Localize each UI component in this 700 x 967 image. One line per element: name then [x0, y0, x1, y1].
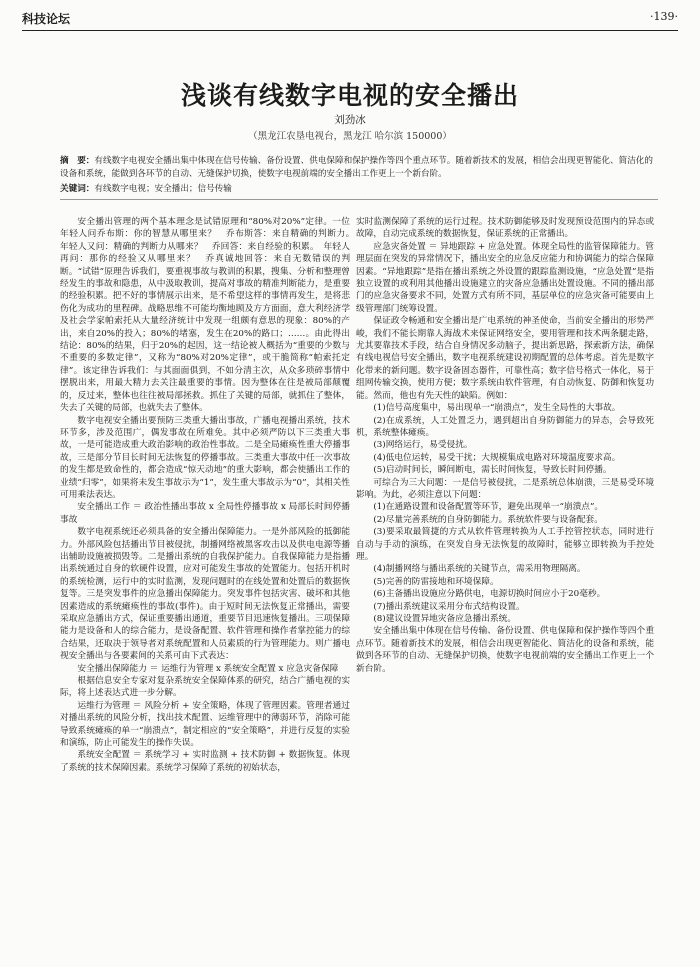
body-paragraph: (2)在成系统，人工处置乏力，遇到超出自身防御能力的异态，会导致死机，系统整体瘫痪。	[356, 415, 654, 438]
body-paragraph: 运维行为管理 ＝ 风险分析 + 安全策略，体现了管理因素。管理者通过对播出系统的风险分析，找出技术配置、运维管理中的薄弱环节，消除可能导致系统瘫痪的单一“崩溃点”，制定相应的“安全策略”，并进行反复的实验和演练，防止可能发生的操作失误。	[60, 700, 350, 749]
body-paragraph: (1)在通路设置和设备配置等环节，避免出现单一“崩溃点”。	[373, 502, 604, 513]
body-paragraph: 数字电视安全播出要预防三类重大播出事故，广播电视播出系统，技术环节多，涉及范围广，偶发事故在所难免。其中必须严防以下三类重大事故，一是可能造成重大政治影响的政治性事故。二是全局瘫痪性重大停播事故，三是部分节目长时间无法恢复的停播事故。三类重大事故中任一次事故的发生都是致命性的，都会造成“惊天动地”的重大影响，都会使播出工作的业绩“归零”，如果将未发生事故示为“1”，发生重大事故示为“0”，其相关性可用乘法表达。	[60, 415, 350, 500]
keywords	[60, 183, 658, 196]
body-paragraph: 安全播出保障能力 ＝ 运维行为管理 x 系统安全配置 x 应急灾备保障	[77, 663, 339, 674]
body-paragraph: 可综合为三大问题：一是信号被侵扰，二是系统总体崩溃，三是易受环境影响。为此，必须注意以下问题：	[356, 477, 654, 500]
body-paragraph: (6)主备播出设施应分路供电，电源切换时间应小于20毫秒。	[373, 589, 606, 600]
body-paragraph: (1)信号高度集中，易出现单一“崩溃点”，发生全局性的大事故。	[373, 403, 621, 414]
body-column-right	[356, 216, 654, 951]
author-affiliation: （黑龙江农垦电视台，黑龙江 哈尔滨 150000）	[248, 131, 452, 142]
body-paragraph: 根据信息安全专家对复杂系统安全保障体系的研究，结合广播电视的实际，将上述表达式进一步分解。	[60, 676, 350, 699]
body-paragraph: (8)建议设置异地灾备应急播出系统。	[373, 614, 517, 624]
body-column-left	[60, 216, 350, 951]
journal-name: 科技论坛	[22, 12, 71, 26]
body-paragraph: 安全播出集中体现在信号传输、备份设置、供电保障和保护操作等四个重点环节。随着新技术的发展，相信会出现更智能化、简洁化的设备和系统，能做到各环节的自动、无缝保护切换，使数字电视前端的安全播出工作更上一个新台阶。	[356, 626, 654, 674]
author-name: 刘劲冰	[334, 114, 366, 126]
body-paragraph: 应急灾备处置 ＝ 异地跟踪 + 应急处置。体现全局性的监管保障能力。管理层面在突发的异常情况下，播出安全的应急反应能力和协调能力的综合保障因素。“异地跟踪”是指在播出系统之外设置的跟踪监测设施，“应急处置”是指独立设置的或利用其他播出设施建立的灾备应急播出处置设施。不同的播出部门的应急灾备要求不同，处置方式有所不同，基层单位的应急灾备可能要由上级管理部门统筹设置。	[356, 241, 654, 314]
body-paragraph: 安全播出工作 ＝ 政治性播出事故 x 全局性停播事故 x 局部长时间停播事故	[60, 502, 350, 525]
body-paragraph: 实时监测保障了系统的运行过程。技术防御能够及时发现预设范围内的异态或故障，自动完成系统的数据恢复，保证系统的正常播出。	[356, 217, 654, 240]
abstract-label: 摘 要：	[60, 156, 95, 166]
body-paragraph: 数字电视系统还必须具备的安全播出保障能力。一是外部风险的抵御能力。外部风险包括播出节目被侵扰，制播网络被黑客攻击以及供电电源等播出辅助设施被损毁等。二是播出系统的自我保护能力。自我保障能力是指播出系统通过自身的软硬件设置，应对可能发生事故的处置能力。包括开机时的系统检测，运行中的实时监测，发现问题时的在线处置和处置后的数据恢复等。三是突发事件的应急播出保障能力。突发事件包括灾害、破坏和其他因素造成的系统瘫痪性的事故(事件)。由于短时间无法恢复正常播出，需要采取应急播出方式，保证重要播出通道，重要节目迅速恢复播出。三项保障能力是设备和人的综合能力，是设备配置、软件管理和操作者掌控能力的综合结果，还取决于领导者对系统配置和人员素质的行为管理能力。则广播电视安全播出与各要素间的关系可由下式表达：	[60, 527, 350, 662]
running-header	[22, 8, 678, 31]
keywords-text: 有线数字电视；安全播出；信号传输	[94, 184, 232, 194]
page-number: ·139·	[650, 10, 678, 23]
body-paragraph: (5)启动时间长，瞬间断电，需长时间恢复，导致长时间停播。	[373, 465, 612, 476]
body-paragraph: (3)要采取最简捷的方式从软件管理转换为人工手控管控状态，同时进行自动与手动的演练，在突发自身无法恢复的故障时，能够立即转换为手控处理。	[356, 527, 654, 562]
body-paragraph: (7)播出系统建议采用分布式结构设置。	[373, 601, 525, 612]
keywords-label: 关键词：	[60, 184, 95, 194]
body-paragraph: 安全播出管理的两个基本理念是试错原理和“80%对20%”定律。一位年轻人问乔布斯：你的智慧从哪里来？ 乔布斯答：来自精确的判断力。 年轻人又问：精确的判断力从哪来？ 乔回答：来自经验的积累。 年轻人再问：那你的经验又从哪里来？ 乔真诚地回答：来自无数错误的判断。“试错”原理告诉我们，要重视事故与教训的积累，搜集、分析和整理曾经发生的事故和隐患，从中汲取教训，提高对事故的精准判断能力，是重要的经验积累。把不好的事情展示出来，是不希望这样的事情再发生，是将悲伤化为成功的里程碑。战略思维不可能均衡地顾及方方面面，意大利经济学及社会学家帕索托从大量经济统计中发现一组颇有意思的现象：80%的产出，来自20%的投入；80%的堵塞，发生在20%的路口；……。由此得出结论：80%的结果，归于20%的起因，这一结论被人概括为“重要的少数与不重要的多数定律”，又称为“80%对20%定律”，或干脆简称“帕索托定律”。该定律告诉我们：与其面面俱到，不如分清主次，从众多琐碎事情中摆脱出来，用最大精力去关注最重要的事情。因为整体在往是被局部颠覆的，反过来，整体也往往被局部拯救。抓住了关键的局部，就抓住了整体，失去了关键的局部，也就失去了整体。	[60, 217, 350, 414]
abstract-text: 有线数字电视安全播出集中体现在信号传输、备份设置、供电保障和保护操作等四个重点环节。随着新技术的发展，相信会出现更智能化、简洁化的设备和系统，能做到各环节的自动、无缝保护切换，使数字电视前端的安全播出工作更上一个新台阶。	[60, 156, 653, 179]
body-paragraph: (4)低电位运转，易受干扰；大规模集成电路对环境温度要求高。	[373, 452, 621, 463]
body-paragraph: (5)完善的防雷接地和环境保障。	[373, 576, 499, 587]
abstract-divider	[60, 199, 658, 200]
body-paragraph: (2)尽量完善系统的自身防御能力。系统软件要与设备配套。	[373, 514, 603, 525]
body-paragraph: 系统安全配置 ＝ 系统学习 + 实时监测 + 技术防御 + 数据恢复。体现了系统的技术保障因素。系统学习保障了系统的初始状态，	[60, 750, 350, 773]
article-title: 浅谈有线数字电视的安全播出	[180, 81, 519, 110]
abstract	[60, 155, 658, 181]
body-paragraph: (4)制播网络与播出系统的关键节点，需采用物理隔离。	[373, 564, 586, 575]
body-paragraph: (3)网络运行，易受侵扰。	[373, 440, 473, 451]
body-paragraph: 保证政令畅通和安全播出是广电系统的神圣使命，当前安全播出的形势严峻，我们不能长期靠人海战术来保证网络安全，要用管理和技术两条腿走路，尤其要靠技术手段，结合自身情况多动脑子，提出新思路，探索新方法，确保有线电视信号安全播出，数字电视系统建设初期配置的总体考虑。首先是数字化带来的新问题。数字设备固态器件，可靠性高；数字信号格式一体化，易于组网传输交换，使用方便；数字系统由软件管理，有自动恢复、防御和恢复功能。然而，他也有先天性的缺陷。例如：	[356, 316, 654, 401]
